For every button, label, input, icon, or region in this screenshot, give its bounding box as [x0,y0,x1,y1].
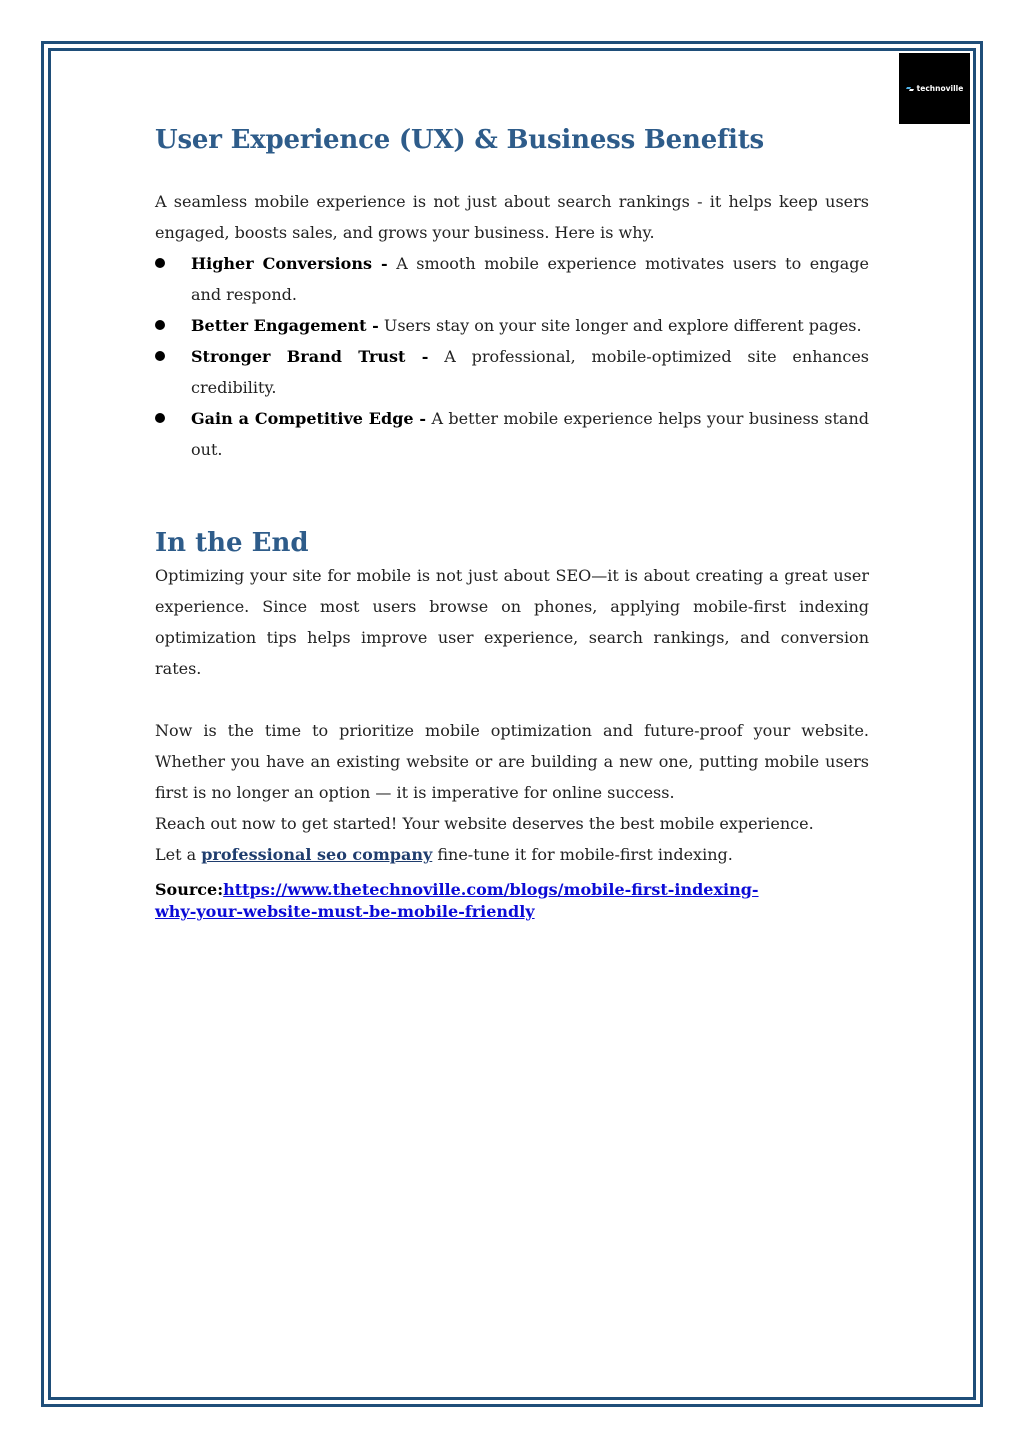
bullet-text: A professional, mobile-optimized site enhances credibility. [191,347,869,397]
technoville-logo-icon [906,86,915,92]
para4-prefix: Let a [155,845,202,864]
section-title-in-the-end: In the End [155,528,309,558]
source-url-line1: https://www.thetechnoville.com/blogs/mobile-first-indexing- [223,880,759,899]
bullet-icon [155,320,165,330]
list-item [155,403,869,465]
para4-suffix: fine-tune it for mobile-first indexing. [432,845,733,864]
bullet-icon [155,413,165,423]
list-item [155,248,869,310]
section-title-ux: User Experience (UX) & Business Benefits [155,125,764,155]
document-body [155,118,869,923]
bullet-title: Gain a Competitive Edge - [191,409,427,428]
bullet-text: Users stay on your site longer and explore different pages. [378,316,862,335]
conclusion-paragraph-1: Optimizing your site for mobile is not just about SEO—it is about creating a great user experience. Since most users browse on phones, applying mobile-first indexing optimization tips helps improve user experience, search rankings, and conversion rates. [155,566,869,678]
bullet-icon [155,258,165,268]
source-url-line2: why-your-website-must-be-mobile-friendly [155,902,535,921]
benefits-list [155,248,869,465]
bullet-title: Better Engagement - [191,316,379,335]
source-label: Source: [155,880,224,899]
seo-company-link[interactable]: professional seo company [201,845,433,864]
conclusion-paragraph-2: Now is the time to prioritize mobile optimization and future-proof your website. Whether you have an existing website or are building a new one, putting mobile users first is no longer an option — it is imperative for online success. [155,721,869,802]
list-item [155,310,869,341]
conclusion-paragraph-3: Reach out now to get started! Your website deserves the best mobile experience. [155,814,814,833]
intro-paragraph: A seamless mobile experience is not just about search rankings - it helps keep users engaged, boosts sales, and grows your business. Here is why. [155,192,869,242]
source-url-link[interactable] [155,880,759,921]
bullet-title: Higher Conversions - [191,254,388,273]
list-item [155,341,869,403]
bullet-text: A better mobile experience helps your business stand out. [191,409,869,459]
technoville-logo [899,53,970,124]
source-citation [155,879,869,923]
conclusion-paragraph-4 [155,839,869,870]
logo-text: technoville [916,84,964,93]
bullet-icon [155,351,165,361]
bullet-text: A smooth mobile experience motivates users to engage and respond. [191,254,870,304]
bullet-title: Stronger Brand Trust - [191,347,429,366]
